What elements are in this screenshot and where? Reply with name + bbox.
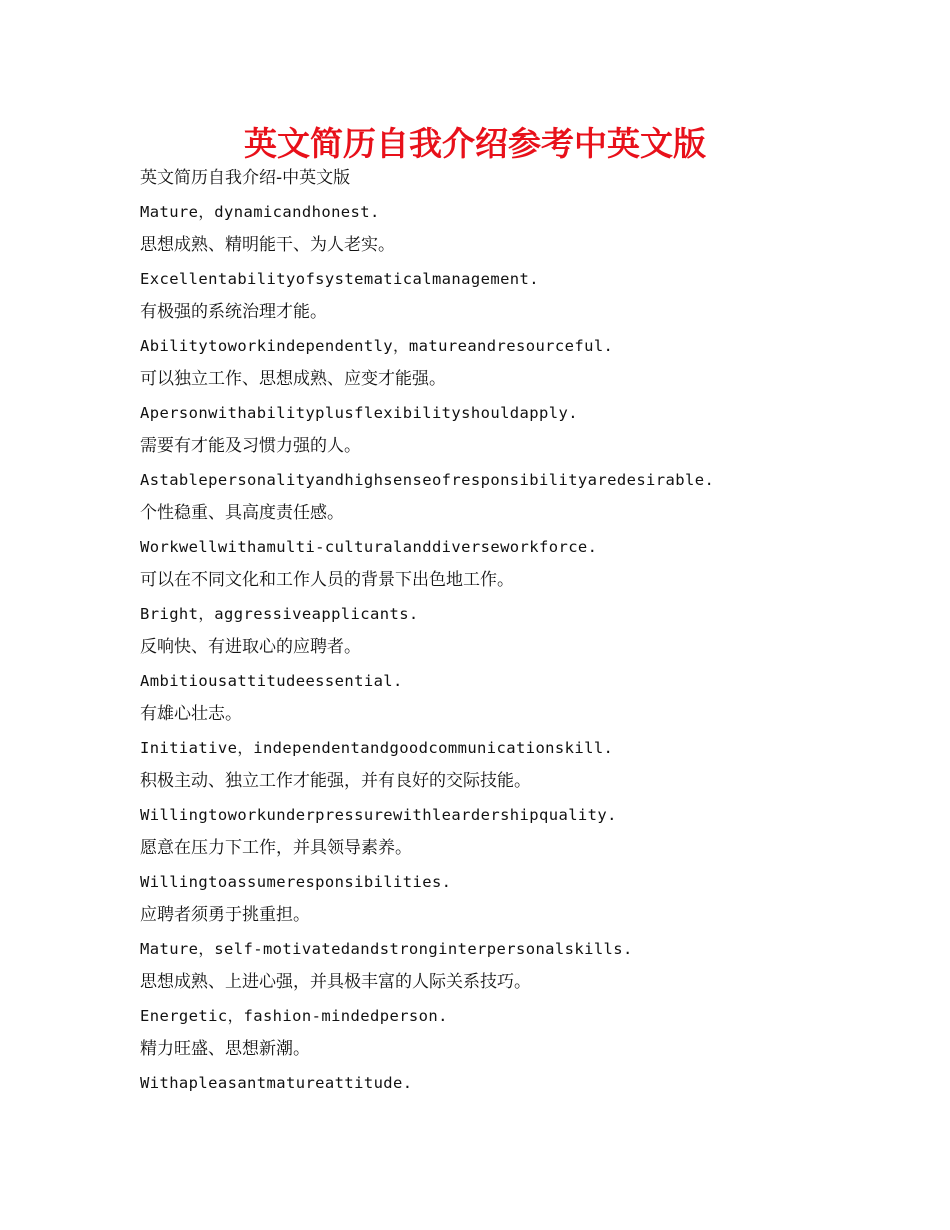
body-line: Mature，dynamicandhonest. xyxy=(140,202,380,221)
body-line: 愿意在压力下工作，并具领导素养。 xyxy=(140,838,412,858)
body-line: Excellentabilityofsystematicalmanagement. xyxy=(140,269,540,288)
body-line: 有雄心壮志。 xyxy=(140,704,242,724)
body-line: Abilitytoworkindependently，matureandresourceful. xyxy=(140,336,614,355)
body-line: Withapleasantmatureattitude. xyxy=(140,1073,413,1092)
body-line: Apersonwithabilityplusflexibilityshouldapply. xyxy=(140,403,578,422)
body-line: 应聘者须勇于挑重担。 xyxy=(140,905,310,925)
body-line: 可以独立工作、思想成熟、应变才能强。 xyxy=(140,369,446,389)
body-line: Bright，aggressiveapplicants. xyxy=(140,604,419,623)
body-line: 有极强的系统治理才能。 xyxy=(140,302,327,322)
body-line: 需要有才能及习惯力强的人。 xyxy=(140,436,361,456)
body-line: Ambitiousattitudeessential. xyxy=(140,671,403,690)
body-line: Willingtoassumeresponsibilities. xyxy=(140,872,452,891)
body-line: Workwellwithamulti-culturalanddiverseworkforce. xyxy=(140,537,598,556)
body-line: Energetic，fashion-mindedperson. xyxy=(140,1006,448,1025)
document-body xyxy=(140,162,920,1100)
body-line: Mature，self-motivatedandstronginterpersonalskills. xyxy=(140,939,633,958)
body-line: Astablepersonalityandhighsenseofresponsibilityaredesirable. xyxy=(140,470,715,489)
body-line: 英文简历自我介绍-中英文版 xyxy=(140,168,351,188)
body-line: 可以在不同文化和工作人员的背景下出色地工作。 xyxy=(140,570,514,590)
body-line: 个性稳重、具高度责任感。 xyxy=(140,503,344,523)
body-line: Willingtoworkunderpressurewithleardershipquality. xyxy=(140,805,617,824)
body-line: 思想成熟、精明能干、为人老实。 xyxy=(140,235,395,255)
body-line: 思想成熟、上进心强，并具极丰富的人际关系技巧。 xyxy=(140,972,531,992)
body-line: 积极主动、独立工作才能强，并有良好的交际技能。 xyxy=(140,771,531,791)
body-line: 反响快、有进取心的应聘者。 xyxy=(140,637,361,657)
body-line: 精力旺盛、思想新潮。 xyxy=(140,1039,310,1059)
body-line: Initiative，independentandgoodcommunicationskill. xyxy=(140,738,614,757)
document-title: 英文简历自我介绍参考中英文版 xyxy=(244,124,706,163)
